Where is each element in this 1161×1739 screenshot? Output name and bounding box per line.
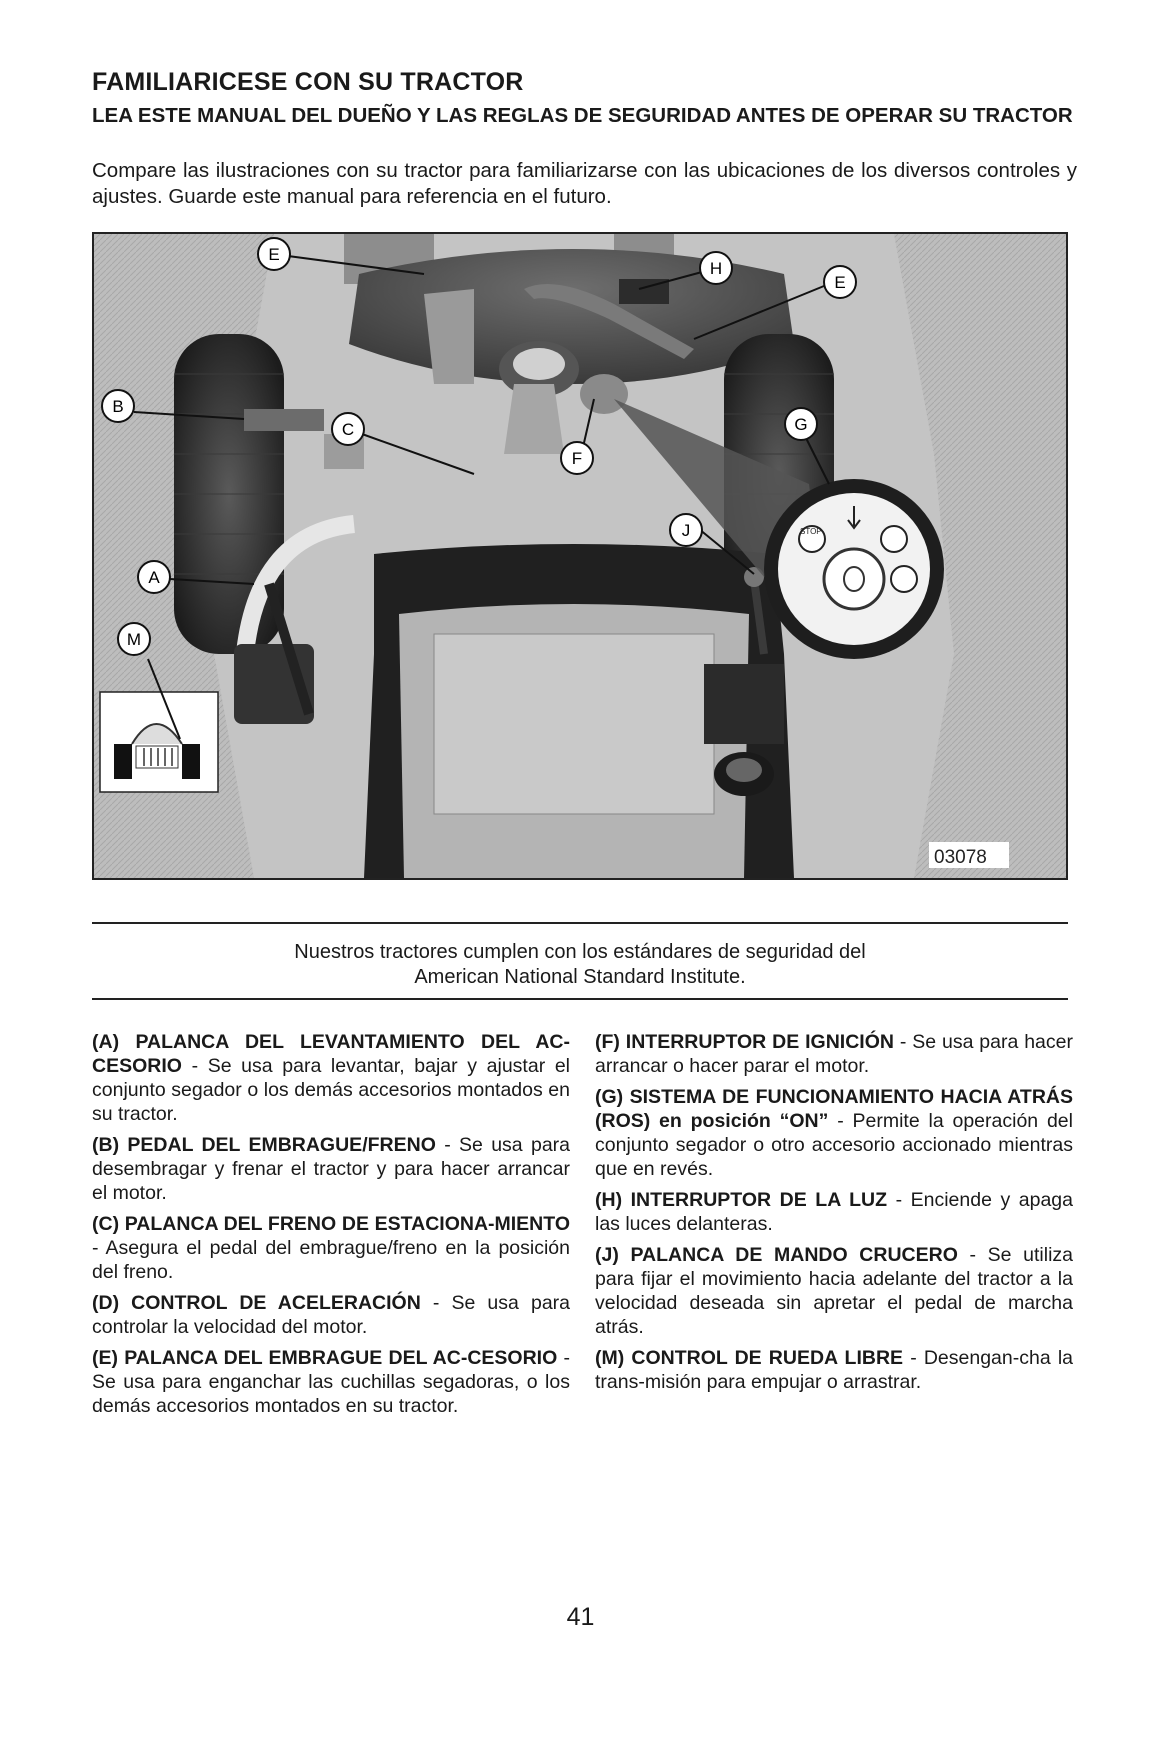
controls-column-left bbox=[92, 1030, 570, 1425]
page-subtitle: LEA ESTE MANUAL DEL DUEÑO Y LAS REGLAS DE SEGURIDAD ANTES DE OPERAR SU TRACTOR bbox=[92, 104, 1073, 127]
control-item-g: (G) SISTEMA DE FUNCIONAMIENTO HACIA ATRÁS (ROS) en posición “ON” - Permite la operación del conjunto segador o otro accesorio accionado mientras que en revés. bbox=[595, 1086, 1073, 1180]
controls-column-right bbox=[595, 1030, 1073, 1401]
safety-standard-note bbox=[92, 940, 1068, 990]
callout-d bbox=[258, 238, 290, 270]
svg-text:F: F bbox=[571, 449, 583, 468]
figure-code: 03078 bbox=[934, 847, 987, 868]
callout-h bbox=[700, 252, 732, 284]
clutch-brake-pedal bbox=[244, 409, 324, 431]
control-item-f: (F) INTERRUPTOR DE IGNICIÓN - Se usa para hacer arrancar o hacer parar el motor. bbox=[595, 1031, 1073, 1077]
svg-text:B: B bbox=[112, 397, 124, 416]
note-line-2: American National Standard Institute. bbox=[414, 966, 746, 988]
callout-f bbox=[561, 442, 593, 474]
tractor-controls-illustration bbox=[92, 232, 1068, 880]
control-item-b: (B) PEDAL DEL EMBRAGUE/FRENO - Se usa para desembragar y frenar el tractor y para hacer arrancar el motor. bbox=[92, 1134, 571, 1204]
callout-j bbox=[670, 514, 702, 546]
callout-m bbox=[118, 623, 150, 655]
svg-text:H: H bbox=[709, 259, 723, 278]
control-item-c: (C) PALANCA DEL FRENO DE ESTACIONA-MIENTO - Asegura el pedal del embrague/freno en la posición del freno. bbox=[92, 1213, 570, 1283]
svg-text:C: C bbox=[341, 420, 355, 439]
stop-label: STOP bbox=[800, 527, 822, 536]
note-line-1: Nuestros tractores cumplen con los estándares de seguridad del bbox=[294, 941, 866, 963]
callout-a bbox=[138, 561, 170, 593]
page-title: FAMILIARICESE CON SU TRACTOR bbox=[92, 68, 524, 96]
control-item-d: (D) CONTROL DE ACELERACIÓN - Se usa para controlar la velocidad del motor. bbox=[92, 1292, 571, 1338]
page-number: 41 bbox=[566, 1603, 595, 1631]
divider-top bbox=[92, 922, 1068, 924]
callout-e bbox=[824, 266, 856, 298]
cruise-control-lever bbox=[704, 664, 784, 744]
svg-text:A: A bbox=[148, 568, 160, 587]
ignition-switch bbox=[580, 374, 628, 414]
lights-symbol-icon bbox=[881, 526, 907, 552]
intro-paragraph: Compare las ilustraciones con su tractor para familiarizarse con las ubicaciones de los diversos controles y ajustes. Guarde este manual para referencia en el futuro. bbox=[92, 159, 1077, 208]
start-symbol-icon bbox=[891, 566, 917, 592]
control-item-h: (H) INTERRUPTOR DE LA LUZ - Enciende y apaga las luces delanteras. bbox=[595, 1189, 1073, 1235]
ignition-key-slot bbox=[824, 549, 884, 609]
control-item-a: (A) PALANCA DEL LEVANTAMIENTO DEL AC-CESORIO - Se usa para levantar, bajar y ajustar el conjunto segador o los demás accesorios montados en su tractor. bbox=[92, 1031, 570, 1125]
svg-text:J: J bbox=[681, 521, 691, 540]
control-item-e: (E) PALANCA DEL EMBRAGUE DEL AC-CESORIO - Se usa para enganchar las cuchillas segadoras, o los demás accesorios montados en su tractor. bbox=[92, 1347, 570, 1417]
divider-bottom bbox=[92, 998, 1068, 1000]
svg-text:M: M bbox=[126, 630, 142, 649]
callout-g bbox=[785, 408, 817, 440]
svg-text:E: E bbox=[268, 245, 280, 264]
callout-b bbox=[102, 390, 134, 422]
svg-text:G: G bbox=[794, 415, 808, 434]
control-item-j: (J) PALANCA DE MANDO CRUCERO - Se utiliza para fijar el movimiento hacia adelante del tractor a la velocidad deseada sin apretar el pedal de marcha atrás. bbox=[595, 1244, 1074, 1338]
control-item-m: (M) CONTROL DE RUEDA LIBRE - Desengan-cha la trans-misión para empujar o arrastrar. bbox=[595, 1347, 1073, 1393]
svg-text:E: E bbox=[834, 273, 846, 292]
callout-c bbox=[332, 413, 364, 445]
